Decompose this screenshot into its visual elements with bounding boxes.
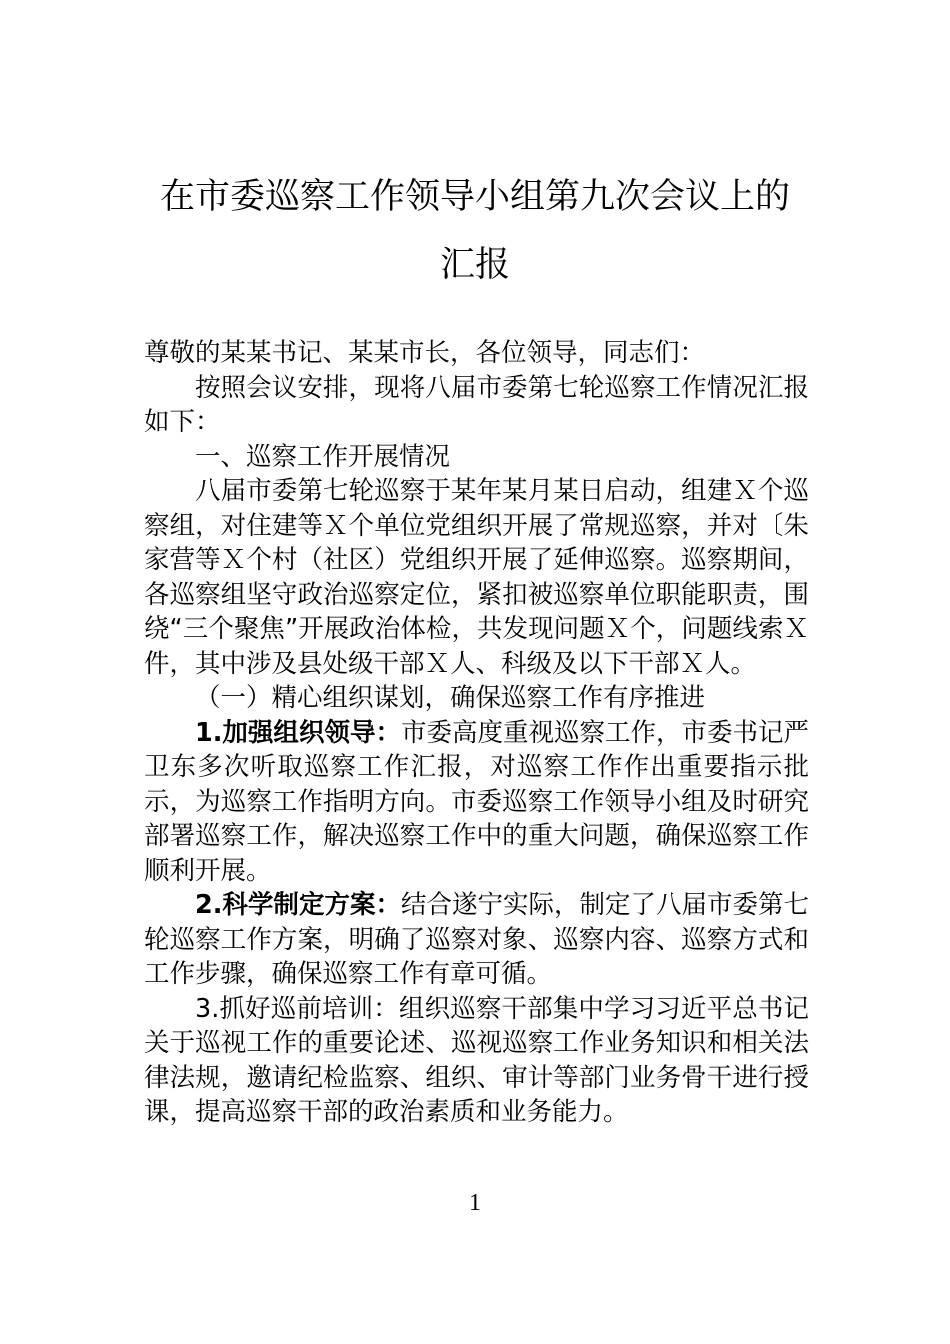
item-1-text: 市委高度重视巡察工作，市委书记严卫东多次听取巡察工作汇报，对巡察工作作出重要指示批示，为巡察工作指明方向。市委巡察工作领导小组及时研究部署巡察工作，解决巡察工作中的重大问题，确保巡察工作顺利开展。 [144, 717, 809, 886]
section-body-paragraph: 八届市委第七轮巡察于某年某月某日启动，组建Ｘ个巡察组，对住建等Ｘ个单位党组织开展了常规巡察，并对〔朱家营等Ｘ个村（社区）党组织开展了延伸巡察。巡察期间，各巡察组坚守政治巡察定位，紧扣被巡察单位职能职责，围绕“三个聚焦”开展政治体检，共发现问题Ｘ个，问题线索Ｘ件，其中涉及县处级干部Ｘ人、科级及以下干部Ｘ人。 [144, 476, 809, 679]
item-1-lead: 1.加强组织领导： [195, 717, 401, 748]
document-title-line1: 在市委巡察工作领导小组第九次会议上的 [159, 177, 790, 217]
item-paragraph-3: 3.抓好巡前培训：组织巡察干部集中学习习近平总书记关于巡视工作的重要论述、巡视巡察工作业务知识和相关法律法规，邀请纪检监察、组织、审计等部门业务骨干进行授课，提高巡察干部的政治素质和业务能力。 [144, 993, 809, 1127]
document-title-line2: 汇报 [439, 245, 510, 285]
section-heading: 一、巡察工作开展情况 [195, 441, 451, 472]
page-number: 1 [469, 1190, 481, 1216]
salutation: 尊敬的某某书记、某某市长，各位领导，同志们： [144, 338, 706, 368]
item-2-lead: 2.科学制定方案： [195, 890, 401, 920]
subsection-heading: （一）精心组织谋划，确保巡察工作有序推进 [195, 683, 706, 713]
document-body [144, 336, 809, 1130]
item-paragraph-2 [144, 888, 809, 992]
item-paragraph-1 [144, 716, 809, 889]
intro-paragraph: 按照会议安排，现将八届市委第七轮巡察工作情况汇报如下： [144, 372, 809, 437]
item-2-text: 结合遂宁实际，制定了八届市委第七轮巡察工作方案，明确了巡察对象、巡察内容、巡察方式和工作步骤，确保巡察工作有章可循。 [144, 890, 809, 989]
